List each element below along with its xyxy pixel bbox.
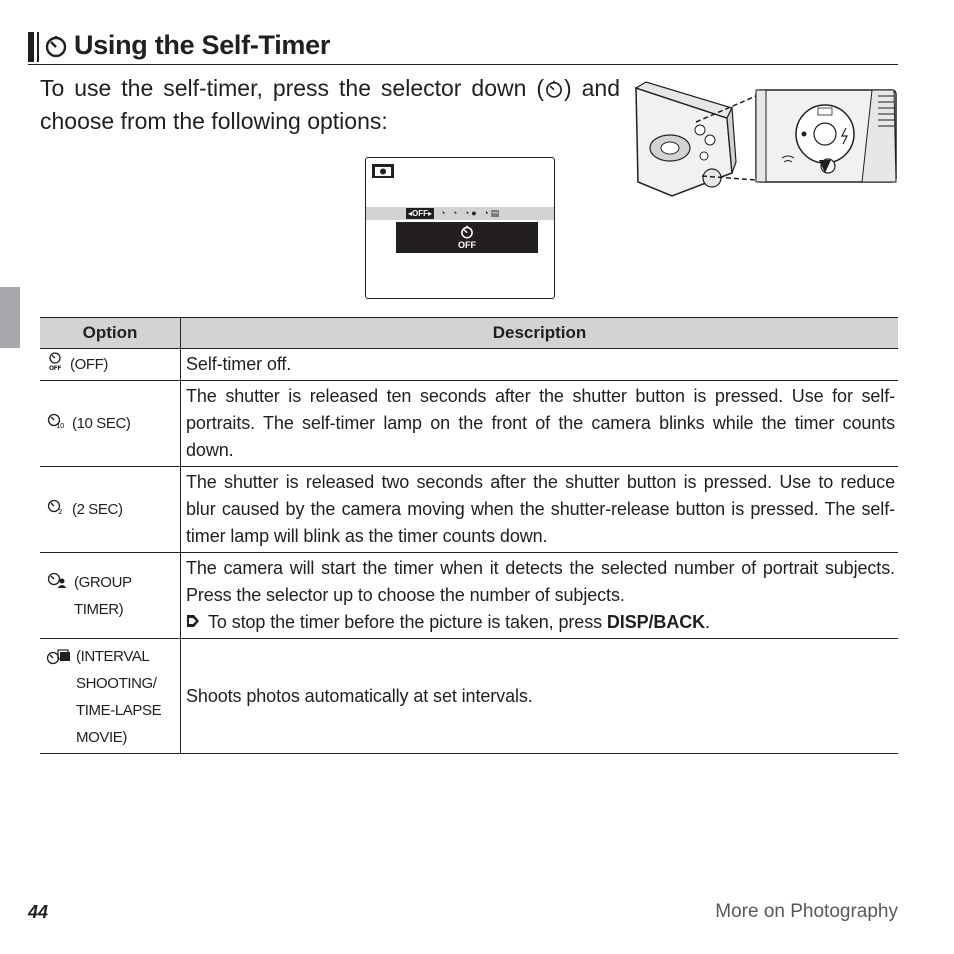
intro-text-end: ) and choose from the following options: [40,75,620,134]
timer-option-icons: ◔ ◔ ◔● ◔▤ [440,208,502,218]
self-timer-icon [459,225,475,239]
page-title-text: Using the Self-Timer [74,30,331,60]
self-timer-off-icon [46,352,64,372]
interval-shooting-icon [46,647,70,667]
table-row [40,553,898,639]
description-cell: The shutter is released two seconds after the shutter button is pressed. Use to reduce blur caused by the camera moving when the shutter-release button is pressed. The self-timer lamp will blink as the timer counts down. [181,467,899,553]
note-icon [186,614,200,628]
svg-text:2: 2 [57,508,63,516]
option-label: (INTERVAL SHOOTING/ TIME-LAPSE MOVIE) [76,648,162,746]
note-text: To stop the timer before the picture is taken, press [208,612,607,632]
note [186,609,895,636]
svg-text:OFF: OFF [48,365,62,372]
header-bar-thin [37,32,39,62]
svg-text:10: 10 [55,422,65,430]
off-option: ◂OFF▸ [408,209,433,218]
option-cell [40,467,181,553]
group-timer-icon [46,570,68,590]
option-label: (2 SEC) [72,501,123,518]
description-cell: Shoots photos automatically at set intervals. [181,639,899,754]
option-label: (GROUP TIMER) [74,573,132,618]
header-rule [28,64,898,65]
self-timer-icon [44,34,68,58]
table-row [40,639,898,754]
self-timer-10-icon [46,411,66,431]
page-title [44,30,330,61]
intro-paragraph [40,72,620,138]
camera-screen-illustration [365,157,555,299]
self-timer-2-icon [46,497,66,517]
selected-option-box [396,222,538,253]
table-row [40,349,898,381]
page-number: 44 [28,902,49,922]
table-row [40,467,898,553]
disp-back-label: DISP/BACK [606,612,706,632]
selected-option-label: OFF [458,240,476,250]
description-text: The camera will start the timer when it detects the selected number of portrait subjects. Press the selector up to choose the number of subjects. [186,558,895,605]
option-label: (10 SEC) [72,415,131,432]
header-bar [28,32,34,62]
option-cell [40,381,181,467]
option-cell [40,553,181,639]
description-cell: The shutter is released ten seconds after the shutter button is pressed. Use for self-portraits. The self-timer lamp on the front of the camera blinks while the timer counts down. [181,381,899,467]
camera-back-illustration [632,78,900,198]
options-table [40,317,898,754]
option-cell [40,639,181,754]
column-header-option: Option [40,318,181,349]
note-end: . [705,612,710,632]
table-row [40,381,898,467]
option-label: (OFF) [70,356,108,373]
off-option-label: OFF [412,209,429,218]
camera-mode-icon [372,164,394,178]
option-cell [40,349,181,381]
description-cell [181,553,899,639]
chapter-tab [0,287,20,348]
column-header-description: Description [181,318,899,349]
description-cell: Self-timer off. [181,349,899,381]
intro-text-start: To use the self-timer, press the selector down ( [40,75,545,101]
self-timer-icon [544,79,564,99]
footer-section-title: More on Photography [715,901,898,922]
table-header-row [40,318,898,349]
